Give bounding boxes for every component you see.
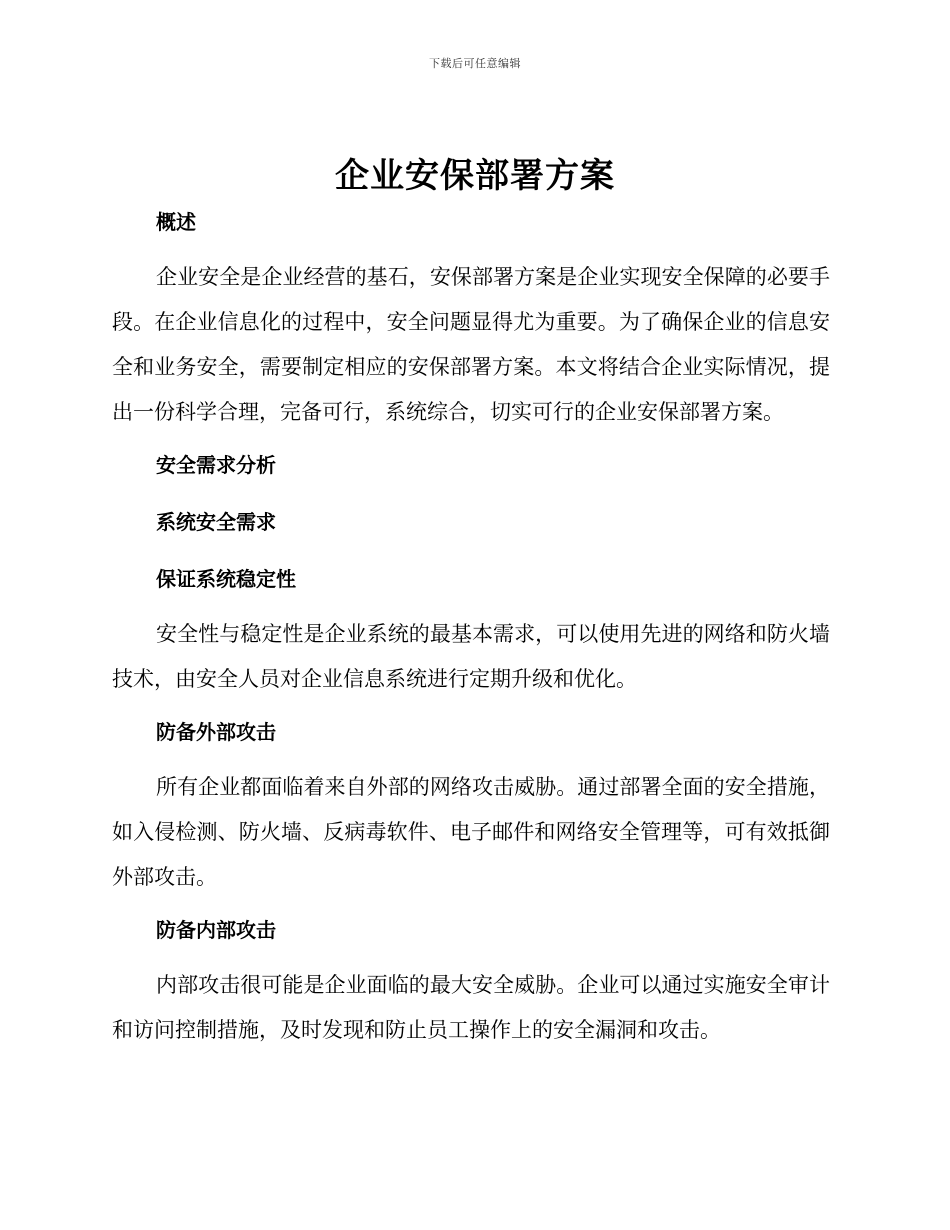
paragraph-overview: 企业安全是企业经营的基石，安保部署方案是企业实现安全保障的必要手段。在企业信息化的过程中，安全问题显得尤为重要。为了确保企业的信息安全和业务安全，需要制定相应的安保部署方案。本文将结合企业实际情况，提出一份科学合理，完备可行，系统综合，切实可行的企业安保部署方案。	[112, 265, 830, 424]
paragraph-stability: 安全性与稳定性是企业系统的最基本需求，可以使用先进的网络和防火墙技术，由安全人员对企业信息系统进行定期升级和优化。	[112, 622, 830, 691]
section-heading-internal-attack: 防备内部攻击	[156, 918, 276, 942]
running-header: 下载后可任意编辑	[429, 57, 521, 70]
section-heading-external-attack: 防备外部攻击	[156, 720, 276, 744]
section-heading-system-security: 系统安全需求	[156, 510, 276, 534]
section-heading-security-needs: 安全需求分析	[156, 453, 276, 477]
document-title: 企业安保部署方案	[335, 156, 615, 196]
section-heading-stability: 保证系统稳定性	[156, 567, 296, 591]
document-body	[112, 202, 830, 1053]
paragraph-external-attack: 所有企业都面临着来自外部的网络攻击威胁。通过部署全面的安全措施，如入侵检测、防火墙、反病毒软件、电子邮件和网络安全管理等，可有效抵御外部攻击。	[112, 775, 830, 889]
section-heading-overview: 概述	[156, 210, 196, 234]
paragraph-internal-attack: 内部攻击很可能是企业面临的最大安全威胁。企业可以通过实施安全审计和访问控制措施，及时发现和防止员工操作上的安全漏洞和攻击。	[112, 973, 830, 1042]
